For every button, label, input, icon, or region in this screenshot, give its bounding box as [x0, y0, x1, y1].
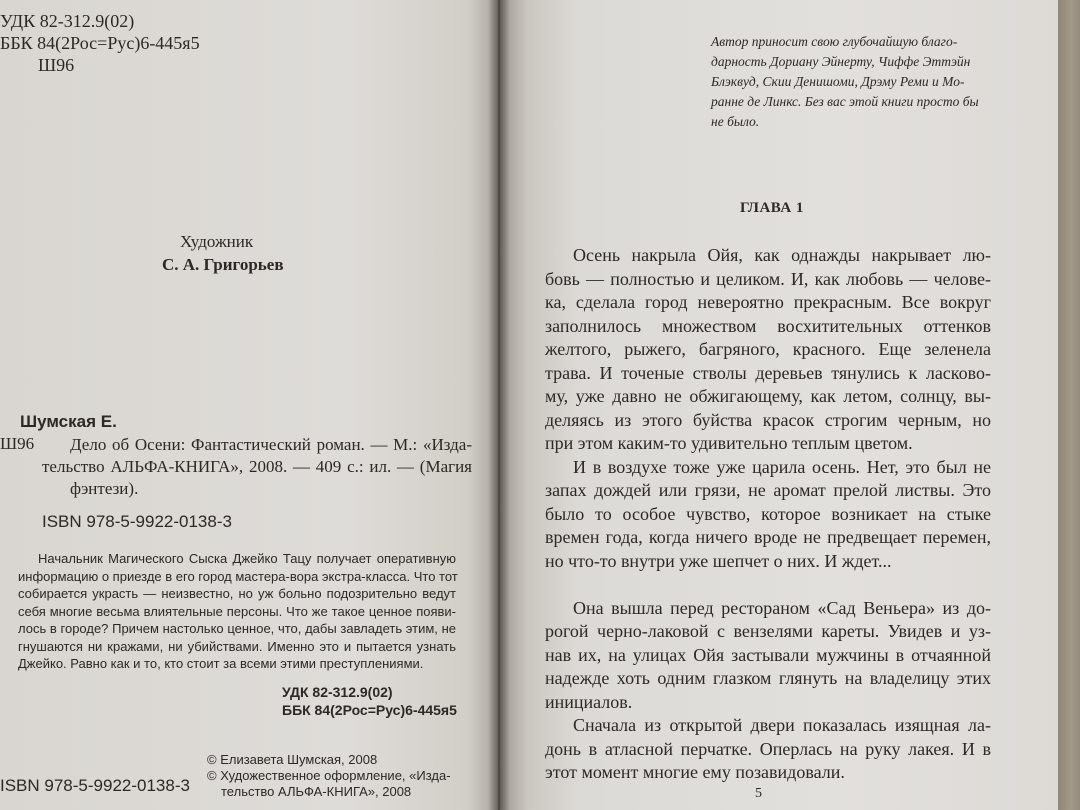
table-surface: [1058, 0, 1080, 810]
page-number: 5: [755, 786, 762, 801]
acknowledgement-line: Блэквуд, Скии Денишоми, Дрэму Реми и Мо-: [711, 74, 965, 89]
copyright-line: © Художественное оформление, «Изда-: [207, 768, 451, 783]
acknowledgement-line: ранне де Линкс. Без вас этой книги просто бы: [711, 94, 979, 109]
text-line: ка, сделала город невероятно прекрасным. Все вокруг: [545, 292, 991, 312]
text-line: заполнилось множеством восхитительных оттенков: [545, 315, 991, 336]
isbn-main: ISBN 978-5-9922-0138-3: [42, 512, 232, 531]
annotation: [18, 550, 456, 673]
book-gutter: [488, 0, 510, 810]
text-line: было то особое чувство, которое возникает на стыке: [545, 503, 991, 524]
text-line: при этом каким-то удивительно теплым цветом.: [545, 433, 913, 453]
section-break: [545, 573, 991, 597]
left-page: [0, 0, 498, 810]
catalog-code: Ш96: [0, 434, 35, 453]
bibliography-line: Дело об Осени: Фантастический роман. — М.: «Изда-: [70, 435, 472, 454]
text-line: этот момент многие ему позавидовали.: [545, 762, 845, 782]
text-line: инициалов.: [545, 691, 633, 712]
author-name: Шумская Е.: [20, 412, 117, 431]
acknowledgement-line: не было.: [711, 114, 760, 129]
isbn-footer: ISBN 978-5-9922-0138-3: [0, 776, 190, 795]
copyright-line: © Елизавета Шумская, 2008: [207, 752, 378, 767]
text-line: Сначала из открытой двери показалась изящная ла-: [573, 715, 991, 735]
udk-header-line: УДК 82-312.9(02): [0, 11, 135, 31]
text-line: времен года, когда ничего вроде не предвещает перемен,: [545, 527, 991, 547]
text-line: Она вышла перед рестораном «Сад Веньера» из до-: [573, 597, 991, 618]
text-line: запах дождей или грязи, не аромат прелой листвы. Это: [545, 480, 991, 500]
udk-footer-line: УДК 82-312.9(02): [282, 684, 393, 700]
text-line: Осень накрыла Ойя, как однажды накрывает лю-: [573, 245, 991, 265]
annotation-line: Начальник Магического Сыска Джейко Тацу получает оперативную: [38, 551, 456, 566]
artist-name: С. А. Григорьев: [162, 255, 284, 274]
text-line: деляясь из этого буйства красок строгим черным, но: [545, 409, 991, 430]
artist-label: Художник: [180, 232, 254, 251]
annotation-line: Джейко. Равно как и то, кто стоит за всеми этими преступлениями.: [18, 656, 424, 671]
copyright-block: [207, 752, 451, 800]
text-line: но что-то внутри уже шепчет о них. И ждет...: [545, 550, 892, 571]
text-line: рогой черно-лаковой с вензелями кареты. Увидев и уз-: [545, 621, 991, 641]
paragraph-4: [545, 714, 991, 785]
text-line: надежде хоть одним глазком глянуть на владелицу этих: [545, 668, 991, 688]
paragraph-1: [545, 244, 991, 456]
acknowledgement-line: дарность Дориану Эйнерту, Чиффе Эттэйн: [711, 54, 971, 69]
annotation-line: себя многие весьма влиятельные персоны. Что же такое ценное появи-: [18, 603, 456, 619]
text-line: донь в атласной перчатке. Оперлась на руку лакея. И в: [545, 738, 991, 759]
annotation-line: лось в городе? Причем настолько ценное, что, дабы завладеть этим, не: [18, 621, 456, 636]
text-line: му, уже давно не обжигающему, как летом, солнцу, вы-: [545, 386, 991, 406]
udk-header: [0, 10, 200, 76]
acknowledgement: [711, 32, 979, 132]
text-line: желтого, рыжего, багряного, красного. Еще зеленела: [545, 339, 991, 359]
paragraph-2: [545, 456, 991, 574]
catalog-code-header: Ш96: [38, 55, 75, 75]
udk-footer: [282, 683, 457, 719]
bibliographic-record: [42, 434, 472, 500]
bbk-footer-line: ББК 84(2Рос=Рус)6-445я5: [282, 702, 457, 718]
copyright-line: тельство АЛЬФА-КНИГА», 2008: [221, 784, 412, 799]
text-line: бовь — полностью и целиком. И, как любовь — челове-: [545, 268, 991, 289]
bbk-header-line: ББК 84(2Рос=Рус)6-445я5: [0, 33, 200, 53]
bibliography-line: тельство АЛЬФА-КНИГА», 2008. — 409 с.: ил. — (Магия: [42, 457, 472, 476]
annotation-line: информацию о приезде в его город мастера-вора экстра-класса. Что тот: [18, 568, 458, 584]
chapter-body: [545, 244, 991, 785]
right-page: [500, 0, 1060, 810]
annotation-line: гнушаются ни кражами, ни убийствами. Именно это и пытается узнать: [18, 638, 456, 654]
annotation-line: собирается украсть — неизвестно, но уж больно подозрительно ведут: [18, 586, 456, 601]
text-line: трава. И точеные стволы деревьев тянулись к ласково-: [545, 362, 991, 383]
text-line: нав их, на улицах Ойя застывали мужчины в отчаянной: [545, 644, 991, 665]
paragraph-3: [545, 597, 991, 715]
text-line: И в воздухе тоже уже царила осень. Нет, это был не: [573, 456, 991, 477]
acknowledgement-line: Автор приносит свою глубочайшую благо-: [711, 34, 958, 49]
bibliography-line: фэнтези).: [70, 479, 139, 498]
chapter-title: ГЛАВА 1: [740, 200, 804, 216]
